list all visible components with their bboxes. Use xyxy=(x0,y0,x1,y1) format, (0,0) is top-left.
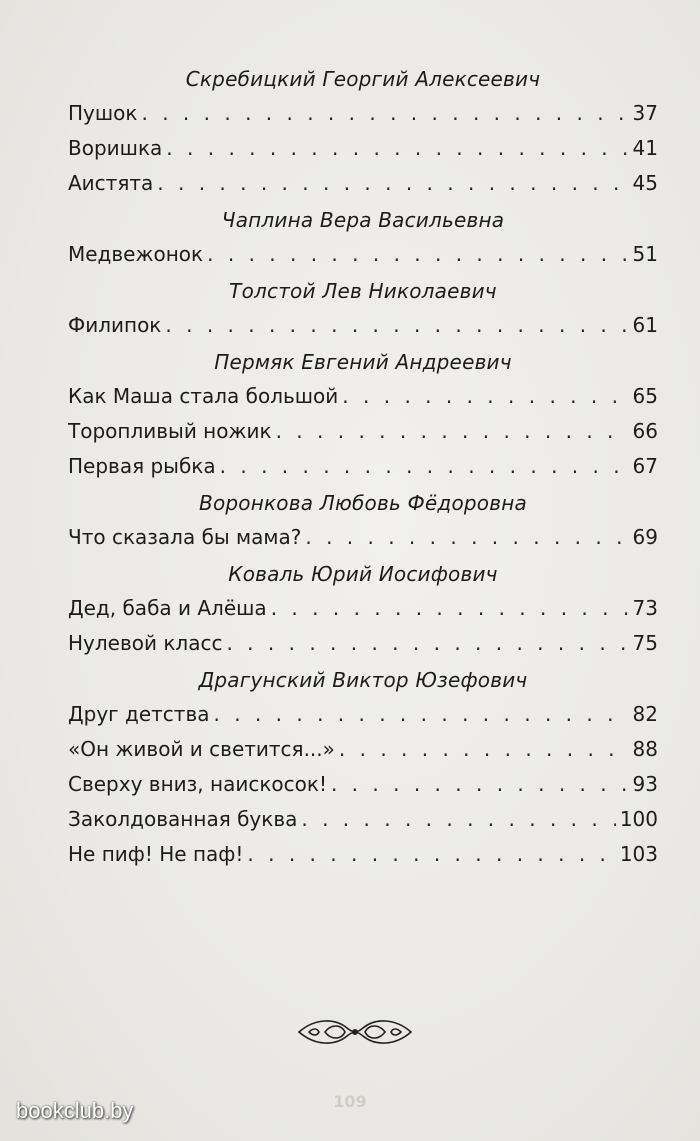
flourish-ornament-icon xyxy=(295,1012,415,1052)
entry-title: Торопливый ножик xyxy=(68,419,272,443)
entry-title: «Он живой и светится...» xyxy=(68,737,335,761)
author-heading: Коваль Юрий Иосифович xyxy=(228,562,498,586)
entry-page-number: 88 xyxy=(632,737,658,761)
entry-page-number: 65 xyxy=(632,384,658,408)
toc-entry[interactable] xyxy=(68,414,658,449)
entry-title: Первая рыбка xyxy=(68,454,216,478)
dot-leader xyxy=(339,732,629,767)
author-heading: Воронкова Любовь Фёдоровна xyxy=(199,491,527,515)
entry-page-number: 45 xyxy=(632,171,658,195)
toc-entry[interactable] xyxy=(68,131,658,166)
toc-entry[interactable] xyxy=(68,697,658,732)
toc-entry[interactable] xyxy=(68,520,658,555)
entry-page-number: 67 xyxy=(632,454,658,478)
toc-entry[interactable] xyxy=(68,237,658,272)
author-heading: Толстой Лев Николаевич xyxy=(229,279,497,303)
entry-page-number: 37 xyxy=(632,101,658,125)
dot-leader xyxy=(331,767,629,802)
entry-page-number: 93 xyxy=(632,772,658,796)
entry-title: Дед, баба и Алёша xyxy=(68,596,267,620)
toc-entry[interactable] xyxy=(68,96,658,131)
watermark-text: bookclub.by xyxy=(16,1098,134,1123)
toc-entry[interactable] xyxy=(68,767,658,802)
dot-leader xyxy=(165,308,628,343)
dot-leader xyxy=(226,626,628,661)
author-heading: Пермяк Евгений Андреевич xyxy=(214,350,512,374)
entry-page-number: 41 xyxy=(632,136,658,160)
toc-entry[interactable] xyxy=(68,626,658,661)
dot-leader xyxy=(142,96,629,131)
entry-title: Сверху вниз, наискосок! xyxy=(68,772,327,796)
entry-page-number: 73 xyxy=(632,596,658,620)
dot-leader xyxy=(342,379,628,414)
entry-page-number: 61 xyxy=(632,313,658,337)
toc-entry[interactable] xyxy=(68,379,658,414)
toc-entry[interactable] xyxy=(68,308,658,343)
dot-leader xyxy=(276,414,629,449)
dot-leader xyxy=(220,449,629,484)
entry-title: Филипок xyxy=(68,313,162,337)
dot-leader xyxy=(157,166,628,201)
entry-title: Нулевой класс xyxy=(68,631,223,655)
dot-leader xyxy=(166,131,628,166)
author-heading: Драгунский Виктор Юзефович xyxy=(198,668,528,692)
toc-entry[interactable] xyxy=(68,166,658,201)
dot-leader xyxy=(247,837,615,872)
toc-entry[interactable] xyxy=(68,591,658,626)
entry-title: Не пиф! Не паф! xyxy=(68,842,244,866)
table-of-contents xyxy=(68,60,658,872)
entry-title: Друг детства xyxy=(68,702,210,726)
entry-title: Воришка xyxy=(68,136,163,160)
entry-title: Что сказала бы мама? xyxy=(68,525,302,549)
author-heading: Чаплина Вера Васильевна xyxy=(221,208,505,232)
author-heading: Скребицкий Георгий Алексеевич xyxy=(185,67,541,91)
entry-page-number: 75 xyxy=(632,631,658,655)
toc-entry[interactable] xyxy=(68,837,658,872)
dot-leader xyxy=(271,591,629,626)
entry-title: Пушок xyxy=(68,101,138,125)
entry-page-number: 82 xyxy=(632,702,658,726)
dot-leader xyxy=(214,697,629,732)
page-number: 109 xyxy=(333,1092,367,1111)
toc-entry[interactable] xyxy=(68,802,658,837)
toc-entry[interactable] xyxy=(68,732,658,767)
entry-page-number: 69 xyxy=(632,525,658,549)
entry-page-number: 103 xyxy=(619,842,658,866)
entry-title: Заколдованная буква xyxy=(68,807,298,831)
toc-entry[interactable] xyxy=(68,449,658,484)
entry-title: Медвежонок xyxy=(68,242,204,266)
entry-page-number: 100 xyxy=(619,807,658,831)
dot-leader xyxy=(301,802,615,837)
dot-leader xyxy=(207,237,628,272)
entry-title: Как Маша стала большой xyxy=(68,384,339,408)
entry-page-number: 66 xyxy=(632,419,658,443)
entry-title: Аистята xyxy=(68,171,154,195)
dot-leader xyxy=(305,520,628,555)
entry-page-number: 51 xyxy=(632,242,658,266)
